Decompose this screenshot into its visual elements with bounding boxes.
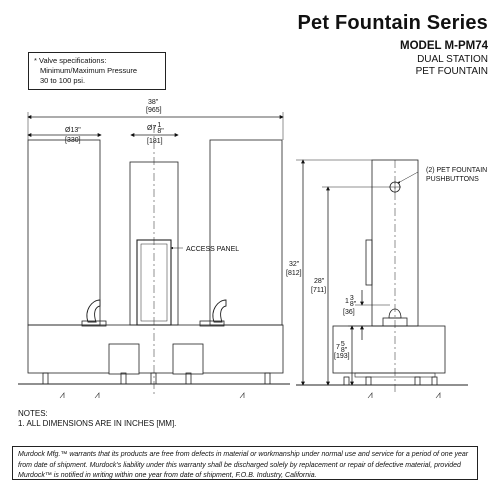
column-diameter-label: Ø7 [147,125,157,132]
notes-section [18,409,176,429]
foot [186,373,191,384]
foot [265,373,270,384]
foot [344,377,349,385]
bubbler-mm-label: [36] [343,309,355,316]
bubbler-in-label-fraction-numerator: 3 [349,295,354,302]
basin-mm-label: [193] [334,353,350,360]
front-view [18,112,290,398]
model-number: MODEL M-PM74 [400,40,488,52]
right-pedestal [210,140,282,325]
column-diameter-label-fraction-denominator: 8" [157,128,164,135]
width-in-label: 38" [148,99,159,106]
width-mm-label: [965] [146,107,162,114]
height-button-in-label: 28" [314,278,325,285]
warranty-box [12,446,478,480]
left-bubbler [87,300,100,322]
foot [43,373,48,384]
basin-in-label-fraction-denominator: 8" [340,347,348,354]
pushbuttons-label-1: (2) PET FOUNTAIN [426,167,488,174]
bubbler-in-label: 1 [345,298,349,305]
foot [151,373,156,384]
pushbutton-leader [398,172,418,183]
basin-in-label-fraction-numerator: 5 [340,341,345,348]
side-basin [333,326,445,373]
bubbler-in-label-fraction-denominator: 8" [349,301,357,308]
access-panel-label: ACCESS PANEL [186,246,240,253]
right-bubbler [213,300,226,322]
foot [121,373,126,384]
foot [415,377,420,385]
product-line-1: DUAL STATION [417,54,488,65]
notes-item-1: 1. ALL DIMENSIONS ARE IN INCHES [MM]. [18,419,177,428]
pedestal-diameter-label: Ø13" [65,127,81,134]
height-button-mm-label: [711] [311,287,327,294]
foot [432,377,437,385]
pedestal-diameter-mm-label: [330] [65,137,81,144]
notes-title: NOTES: [18,409,48,418]
valve-spec-title: * Valve specifications: [34,56,107,65]
height-total-in-label: 32" [289,261,300,268]
height-total-mm-label: [812] [286,270,302,277]
series-title: Pet Fountain Series [297,12,488,34]
valve-spec-range: 30 to 100 psi. [40,76,86,85]
left-pedestal [28,140,100,325]
side-bracket [366,240,372,285]
left-lower-box [109,344,139,374]
column-diameter-mm-label: [181] [147,138,163,145]
pushbuttons-label-2: PUSHBUTTONS [426,176,479,183]
valve-spec-pressure: Minimum/Maximum Pressure [40,66,138,75]
product-line-2: PET FOUNTAIN [415,66,488,77]
right-lower-box [173,344,203,374]
front-basin [28,325,283,373]
foot [366,377,371,385]
column-diameter-label-fraction-numerator: 1 [157,122,162,129]
basin-in-label: 7 [336,344,340,351]
warranty-text: Murdock Mfg.™ warrants that its products are free from defects in material or workmanship under normal use and service for a period of one year from date of shipment. Murdock's liability under this warranty shall be discharged solely by replacement or repair of defective material, provided Murdock™ is notified in writing within one year from date of shipment, F.O.B. Industry, California. [18,451,469,479]
